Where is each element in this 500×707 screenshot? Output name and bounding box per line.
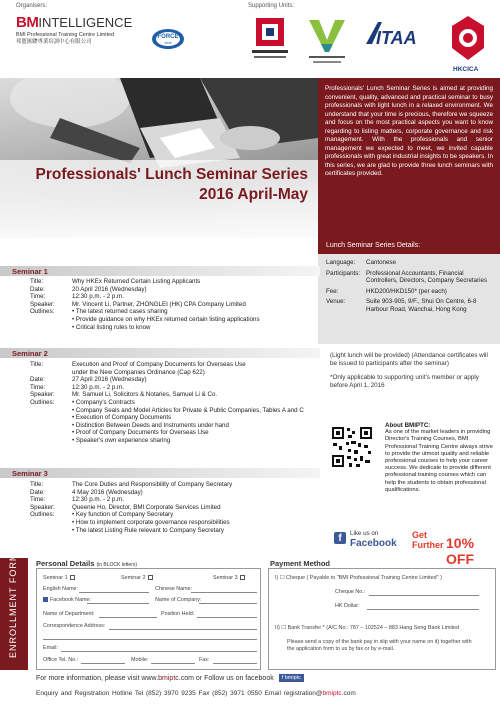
- seminar-3-header: [0, 468, 320, 478]
- like-us-label: Like us on: [350, 530, 379, 537]
- email-field[interactable]: [61, 651, 257, 652]
- hk-dollar-label: HK Dollar:: [335, 603, 360, 609]
- enrollment-form-tab: [0, 552, 28, 670]
- facebook-name-row: [43, 597, 91, 603]
- seminar-1-header: [0, 266, 320, 276]
- seminar-3-title: The Core Duties and Responsibility of Company Secretary: [72, 481, 233, 488]
- row-key: Outlines:: [30, 511, 55, 519]
- company-name-label: Name of Company:: [155, 597, 202, 603]
- office-tel-label: Office Tel. No.:: [43, 657, 79, 663]
- company-name-field[interactable]: [199, 603, 257, 604]
- seminar-row: [30, 384, 320, 392]
- seminar-2-time: 12:30 p.m. - 2 p.m.: [72, 383, 124, 391]
- header: [0, 0, 500, 78]
- row-key: Title:: [30, 278, 44, 285]
- supporting-unit-logo-yva: [305, 14, 349, 68]
- detail-venue: [326, 298, 492, 313]
- seminar-2-speaker: Mr. Samuel Li, Solicitors & Notaries, Samuel Li & Co.: [72, 391, 218, 399]
- outline-item: • Speaker's own experience sharing: [72, 436, 171, 444]
- seminar-row: [30, 293, 320, 301]
- chinese-name-label: Chinese Name:: [155, 586, 193, 592]
- seminar-row: [30, 391, 320, 399]
- outline-item: • Provide guidance on why HKEx returned certain listing applications: [72, 315, 260, 323]
- payment-method-box: [268, 568, 496, 670]
- seminar-1-time: 12:30 p.m. - 2 p.m.: [72, 293, 124, 301]
- svg-text:club: club: [164, 40, 172, 45]
- seminar-1-date: 20 April 2016 (Wednesday): [72, 285, 147, 293]
- seminar-1-option-label: Seminar 1: [43, 575, 68, 581]
- facebook-icon: f: [334, 532, 346, 544]
- detail-participants-key: Participants:: [326, 269, 361, 277]
- seminar-3-label: Seminar 3: [12, 469, 48, 478]
- footer-info-text-a: For more information, please visit www.: [36, 675, 159, 682]
- outline-item: • Key function of Company Secretary: [72, 511, 174, 519]
- seminar-2-option[interactable]: [121, 575, 153, 581]
- address-field[interactable]: [109, 629, 257, 630]
- fax-label: Fax:: [199, 657, 210, 663]
- website-link[interactable]: bmiptc: [158, 675, 179, 682]
- facebook-small-icon: [43, 597, 48, 602]
- address-field-line-2[interactable]: [43, 639, 257, 640]
- bmi-logo-intelligence: INTELLIGENCE: [38, 15, 133, 30]
- seminar-row: [30, 301, 320, 309]
- row-key: Title:: [30, 361, 44, 368]
- title-line-1: Professionals' Lunch Seminar Series: [35, 166, 308, 183]
- seminar-1-title: Why HKEx Returned Certain Listing Applicants: [72, 278, 201, 285]
- facebook-promo[interactable]: [330, 528, 495, 567]
- supporting-unit-logo-itaa: [360, 14, 420, 54]
- fax-field[interactable]: [213, 663, 257, 664]
- seminar-2-title: Execution and Proof of Company Documents for Overseas Use under the New Companies Ordinance (Cap 622): [72, 361, 246, 376]
- notes: [330, 352, 490, 396]
- seminar-1-body: [30, 278, 320, 331]
- seminar-row: [30, 278, 320, 286]
- position-label: Position Held:: [161, 611, 195, 617]
- svg-text:FORCE: FORCE: [157, 34, 179, 40]
- office-tel-field[interactable]: [81, 663, 125, 664]
- intro-text: Professionals' Lunch Seminar Series is aimed at providing convenient, quality, advanced and practical seminar to busy professionals with light lunch in a relaxed environment. We understand that your time is precious, therefore we squeeze and focus on the most practical aspects you want to know regarding to listing matters, corporate governance and risk management. With the professionals and senior management we expected to meet, we invited capable professionals with great industrial insights to be speakers. In this series, we are glad to provide three lunch seminars with certificates provided.: [318, 78, 500, 238]
- detail-language: [326, 259, 492, 267]
- outline-item: • Proof of Company Documents for Overseas Use: [72, 429, 209, 437]
- row-key: Time:: [30, 293, 46, 301]
- get-further-label: Get Further: [412, 530, 444, 550]
- seminar-2-header: [0, 348, 320, 358]
- svg-text:ITAA: ITAA: [376, 28, 417, 48]
- mobile-label: Mobile:: [131, 657, 149, 663]
- cheque-no-label: Cheque No.:: [335, 589, 366, 595]
- outline-item: • How to implement corporate governance responsibilities: [72, 518, 230, 526]
- page-title: [36, 166, 308, 204]
- seminar-2-checkbox[interactable]: [148, 575, 153, 580]
- seminar-1-label: Seminar 1: [12, 267, 48, 276]
- discount-note: *Only applicable to supporting unit's member or apply before April 1, 2016: [330, 374, 479, 389]
- facebook-name-field[interactable]: [87, 603, 149, 604]
- bmi-subtitle-en: BMI Professional Training Centre Limited: [16, 32, 114, 38]
- seminar-3-body: [30, 481, 320, 534]
- details-panel: [318, 254, 500, 344]
- outline-item: • Company Seals and Model Articles for Private & Public Companies, Tables A and C: [72, 406, 304, 414]
- lunch-note: (Light lunch will be provided) (Attendance certificates will be issued to participants after the seminar): [330, 352, 488, 367]
- seminar-1-option[interactable]: [43, 575, 75, 581]
- personal-details-title: [36, 559, 137, 568]
- outline-item: • Critical listing rules to know: [72, 323, 151, 331]
- details-heading: Lunch Seminar Series Details:: [318, 238, 500, 254]
- footer-contact: [36, 690, 356, 697]
- enrollment-form-label: ENROLLMENT FORM: [8, 552, 18, 658]
- personal-details-note: (in BLOCK letters): [96, 562, 138, 568]
- footer-info: [36, 674, 304, 682]
- seminar-3-outlines: [72, 511, 320, 534]
- qr-code[interactable]: [330, 425, 374, 469]
- cheque-option[interactable]: I) ☐ Cheque ( Payable to "BMI Professional Training Centre Limited" ): [275, 575, 442, 581]
- force-club-logo: [150, 26, 186, 52]
- supporting-unit-logo-1: [248, 14, 292, 68]
- detail-fee: [326, 288, 492, 296]
- detail-fee-value: HKD200/HKD150* (per each): [366, 287, 447, 295]
- seminar-2-label: Seminar 2: [12, 349, 48, 358]
- supporting-units-label: Supporting Units:: [248, 3, 295, 9]
- seminar-3-date: 4 May 2016 (Wednesday): [72, 488, 143, 496]
- detail-venue-value: Suite 903-905, 9/F., Shui On Centre, 6-8 Harbour Road, Wanchai, Hong Kong: [366, 298, 477, 313]
- seminar-2-outlines: [72, 399, 320, 445]
- department-field[interactable]: [99, 617, 157, 618]
- outline-item: • Company's Contracts: [72, 398, 135, 406]
- email-label: Email:: [43, 645, 58, 651]
- hk-dollar-field[interactable]: [367, 609, 479, 610]
- facebook-badge-label: bmiptc: [284, 675, 301, 681]
- row-key: Date:: [30, 488, 45, 496]
- organisers-label: Organisers:: [16, 3, 48, 9]
- row-key: Title:: [30, 481, 44, 488]
- footer-contact-tld: .com: [341, 690, 356, 697]
- bmi-logo: [16, 14, 146, 54]
- mobile-field[interactable]: [151, 663, 195, 664]
- seminar-3-time: 12:30 p.m. - 2 p.m.: [72, 496, 124, 504]
- facebook-badge[interactable]: [279, 674, 304, 682]
- about-text: As one of the market leaders in providing Director's Training Courses, BMI Professional Training Centre always strive to provide the utmost quality and reliable professional courses to help your career success. We dedicate to provide different professional training courses which can help the students to obtain professional qualifications.: [385, 429, 493, 493]
- row-key: Speaker:: [30, 503, 55, 511]
- personal-details-heading: Personal Details: [36, 559, 95, 568]
- email-link[interactable]: bmiptc: [322, 690, 342, 697]
- seminar-3-speaker: Queenie Ho, Director, BMI Corporate Services Limited: [72, 503, 221, 511]
- address-label: Correspondence Address:: [43, 623, 106, 629]
- outline-item: • The latest Listing Rule relevant to Company Secretary: [72, 526, 225, 534]
- detail-participants-value: Professional Accountants, Financial Controllers, Directors, Company Secretaries: [366, 269, 488, 285]
- row-key: Speaker:: [30, 391, 55, 399]
- seminar-1-outlines: [72, 308, 320, 331]
- seminar-row: [30, 481, 320, 489]
- seminar-2-date: 27 April 2016 (Wednesday): [72, 376, 147, 384]
- seminar-3-option[interactable]: [213, 575, 245, 581]
- discount-label: 10% OFF: [446, 535, 475, 567]
- position-field[interactable]: [197, 617, 257, 618]
- seminar-3-option-label: Seminar 3: [213, 575, 238, 581]
- about-heading: About BMIPTC:: [385, 422, 431, 429]
- outline-item: • Execution of Company Documents: [72, 414, 172, 422]
- bmi-subtitle-cn: 邦盟匯駿專業培訓中心有限公司: [16, 39, 92, 45]
- row-key: Time:: [30, 383, 46, 391]
- outline-item: • Distinction Between Deeds and Instruments under hand: [72, 421, 229, 429]
- cheque-no-field[interactable]: [369, 595, 479, 596]
- seminar-row: [30, 399, 320, 445]
- seminar-row: [30, 286, 320, 294]
- seminar-2-body: [30, 361, 320, 445]
- seminar-row: [30, 376, 320, 384]
- detail-language-key: Language:: [326, 259, 356, 266]
- detail-language-value: Cantonese: [366, 259, 396, 266]
- seminar-row: [30, 361, 320, 376]
- row-key: Outlines:: [30, 398, 55, 406]
- title-line-2: 2016 April-May: [199, 186, 308, 203]
- bmi-logo-bm: BM: [16, 14, 39, 31]
- footer-contact-text: Enquiry and Registration Hotline Tel (852) 3970 9235 Fax (852) 3971 0550 Email registration@: [36, 690, 323, 697]
- hkcica-label: HKCICA: [453, 66, 479, 73]
- seminar-2-option-label: Seminar 2: [121, 575, 146, 581]
- bank-transfer-note: Please send a copy of the bank pay in slip with your name on it) together with the application form to us by fax or by e-mail.: [287, 639, 472, 652]
- seminar-3-checkbox[interactable]: [240, 575, 245, 580]
- detail-participants: [326, 270, 492, 285]
- about-section: [385, 422, 495, 494]
- personal-details-box: [36, 568, 261, 670]
- seminar-row: [30, 489, 320, 497]
- row-key: Outlines:: [30, 308, 55, 316]
- facebook-name-label: Facebook Name:: [50, 597, 92, 603]
- detail-fee-key: Fee:: [326, 287, 339, 295]
- seminar-1-speaker: Mr. Vincent Li, Partner, ZHONGLEI (HK) CPA Company Limited: [72, 300, 246, 308]
- bank-transfer-option[interactable]: II) ☐ Bank Transfer * (A/C No.: 787 – 102524 – 883 Hang Seng Bank Limited: [275, 625, 460, 631]
- hero-image: [0, 78, 318, 238]
- english-name-field[interactable]: [79, 592, 149, 593]
- seminar-row: [30, 504, 320, 512]
- seminar-1-checkbox[interactable]: [70, 575, 75, 580]
- payment-method-title: Payment Method: [270, 559, 331, 568]
- seminar-row: [30, 511, 320, 534]
- hkcica-logo: [448, 14, 488, 64]
- english-name-label: English Name:: [43, 586, 79, 592]
- outline-item: • The latest returned cases sharing: [72, 308, 168, 316]
- footer-info-text-b: .com or Follow us on facebook: [178, 675, 274, 682]
- facebook-badge-icon: f: [281, 675, 285, 681]
- seminar-row: [30, 308, 320, 331]
- row-key: Speaker:: [30, 300, 55, 308]
- seminar-row: [30, 496, 320, 504]
- row-key: Date:: [30, 285, 45, 293]
- department-label: Name of Department:: [43, 611, 95, 617]
- row-key: Time:: [30, 496, 46, 504]
- detail-venue-key: Venue:: [326, 298, 346, 306]
- chinese-name-field[interactable]: [191, 592, 257, 593]
- facebook-label: Facebook: [350, 538, 397, 549]
- row-key: Date:: [30, 376, 45, 384]
